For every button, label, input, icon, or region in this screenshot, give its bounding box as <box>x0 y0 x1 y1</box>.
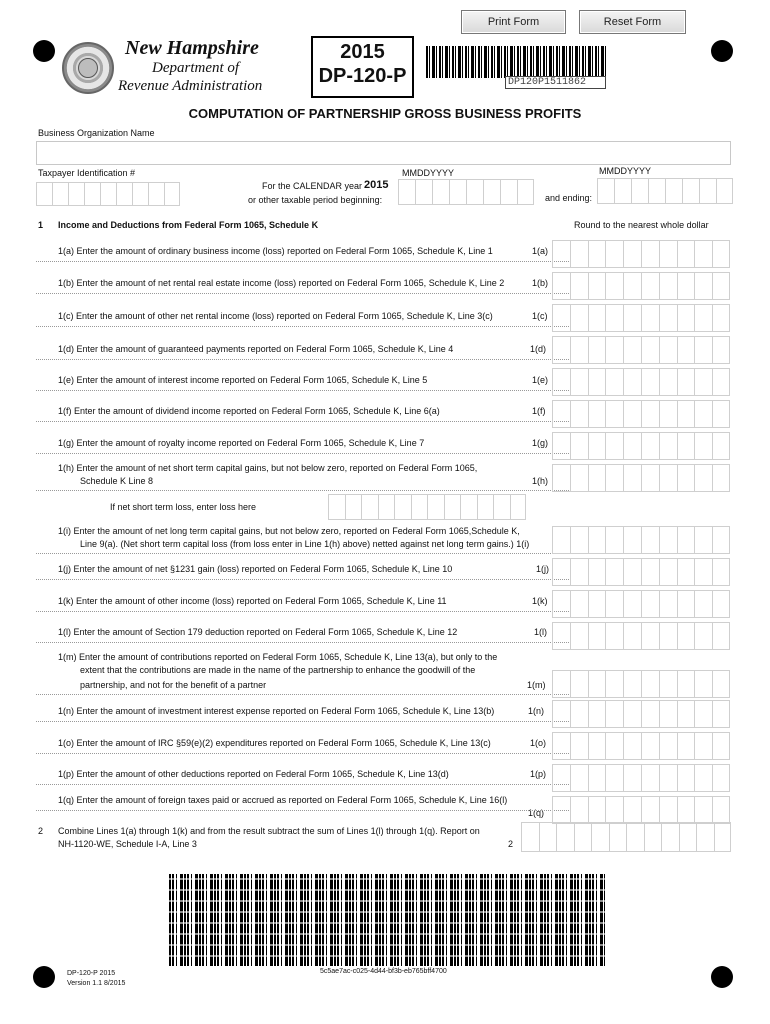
line-2-ref: 1(b) <box>532 278 549 288</box>
line-1-text: 1(a) Enter the amount of ordinary business income (loss) reported on Federal Form 1065, Schedule K, Line 1 <box>58 246 493 256</box>
short-loss-label: If net short term loss, enter loss here <box>110 502 257 512</box>
registration-dot <box>33 40 55 62</box>
calendar-year-label: For the CALENDAR year <box>262 181 363 191</box>
line-separator <box>36 553 569 554</box>
line-17-ref: 1(q) <box>528 808 545 818</box>
line-15-text: 1(o) Enter the amount of IRC §59(e)(2) expenditures reported on Federal Form 1065, Schedule K, Line 13(c) <box>58 738 491 748</box>
line-separator <box>36 421 569 422</box>
line-separator <box>36 261 569 262</box>
footer-form-id: DP-120-P 2015 <box>67 970 116 977</box>
line-9-text: 1(i) Enter the amount of net long term capital gains, but not below zero, reported on Federal Form 1065,Schedule K, <box>58 526 520 536</box>
line-11-amount-input[interactable] <box>552 590 730 618</box>
line-12-text: 1(l) Enter the amount of Section 179 deduction reported on Federal Form 1065, Schedule K, Line 12 <box>58 627 458 637</box>
line-3-ref: 1(c) <box>532 311 548 321</box>
line-2-text: 1(b) Enter the amount of net rental real estate income (loss) reported on Federal Form 1065, Schedule K, Line 2 <box>58 278 505 288</box>
registration-dot <box>33 966 55 988</box>
line-13-text3: partnership, and not for the benefit of a partner <box>80 680 267 690</box>
line-13-amount-input[interactable] <box>552 670 730 698</box>
line-separator <box>36 642 569 643</box>
line-17-text: 1(q) Enter the amount of foreign taxes paid or accrued as reported on Federal Form 1065, Schedule K, Line 16(l) <box>58 795 508 805</box>
line-8-text: 1(h) Enter the amount of net short term capital gains, but not below zero, reported on Federal Form 1065, <box>58 463 478 473</box>
line-9-text2: Line 9(a). (Net short term capital loss (from loss enter in Line 1(h) above) netted against net long term gains.) 1(i) <box>80 539 530 549</box>
line-6-ref: 1(f) <box>532 406 546 416</box>
line-4-ref: 1(d) <box>530 344 547 354</box>
begin-date-format: MMDDYYYY <box>402 168 455 178</box>
section1-heading: Income and Deductions from Federal Form 1065, Schedule K <box>58 220 319 230</box>
2d-barcode-icon <box>169 874 605 966</box>
tin-input[interactable] <box>36 182 180 206</box>
line-7-ref: 1(g) <box>532 438 549 448</box>
line-3-text: 1(c) Enter the amount of other net rental income (loss) reported on Federal Form 1065, Schedule K, Line 3(c) <box>58 311 493 321</box>
line-4-text: 1(d) Enter the amount of guaranteed payments reported on Federal Form 1065, Schedule K, Line 4 <box>58 344 454 354</box>
line-16-amount-input[interactable] <box>552 764 730 792</box>
line-separator <box>36 611 569 612</box>
org-name-input[interactable] <box>36 141 731 165</box>
line-10-ref: 1(j) <box>536 564 549 574</box>
line-5-ref: 1(e) <box>532 375 549 385</box>
org-name-label: Business Organization Name <box>38 128 155 138</box>
form-year: 2015 <box>340 41 385 63</box>
line2-ref: 2 <box>508 839 514 849</box>
barcode-number: DP120P1511862 <box>505 76 606 89</box>
line2-text2: NH-1120-WE, Schedule I-A, Line 3 <box>58 839 197 849</box>
line-15-ref: 1(o) <box>530 738 547 748</box>
line-separator <box>36 490 569 491</box>
line-separator <box>36 694 569 695</box>
registration-dot <box>711 40 733 62</box>
line-12-ref: 1(l) <box>534 627 547 637</box>
line-13-ref: 1(m) <box>527 680 546 690</box>
line-16-ref: 1(p) <box>530 769 547 779</box>
line-3-amount-input[interactable] <box>552 304 730 332</box>
line-8-amount-input[interactable] <box>552 464 730 492</box>
registration-dot <box>711 966 733 988</box>
line-9-amount-input[interactable] <box>552 526 730 554</box>
and-ending-label: and ending: <box>545 193 593 203</box>
line-6-text: 1(f) Enter the amount of dividend income reported on Federal Form 1065, Schedule K, Line 6(a) <box>58 406 440 416</box>
line-1-ref: 1(a) <box>532 246 549 256</box>
line-8-ref: 1(h) <box>532 476 549 486</box>
line-5-amount-input[interactable] <box>552 368 730 396</box>
line-separator <box>36 753 569 754</box>
line-2-amount-input[interactable] <box>552 272 730 300</box>
line-separator <box>36 326 569 327</box>
state-seal-icon <box>62 42 114 94</box>
line-10-amount-input[interactable] <box>552 558 730 586</box>
short-loss-input[interactable] <box>328 494 526 520</box>
footer-version: Version 1.1 8/2015 <box>67 980 126 987</box>
end-date-format: MMDDYYYY <box>599 166 652 176</box>
line-4-amount-input[interactable] <box>552 336 730 364</box>
department-line2: Revenue Administration <box>118 78 263 94</box>
tin-label: Taxpayer Identification # <box>38 168 136 178</box>
line-separator <box>36 721 569 722</box>
line-13-text: 1(m) Enter the amount of contributions reported on Federal Form 1065, Schedule K, Line 13(a), but only to the <box>58 652 498 662</box>
barcode-icon <box>426 46 606 78</box>
line-7-text: 1(g) Enter the amount of royalty income reported on Federal Form 1065, Schedule K, Line 7 <box>58 438 425 448</box>
line-5-text: 1(e) Enter the amount of interest income reported on Federal Form 1065, Schedule K, Line 5 <box>58 375 428 385</box>
page-title: COMPUTATION OF PARTNERSHIP GROSS BUSINESS PROFITS <box>188 106 582 121</box>
line-separator <box>36 390 569 391</box>
section1-number: 1 <box>38 220 44 230</box>
round-note: Round to the nearest whole dollar <box>574 220 709 230</box>
state-name: New Hampshire <box>125 37 259 59</box>
line-14-ref: 1(n) <box>528 706 545 716</box>
line-13-text2: extent that the contributions are made in the name of the partnership to enhance the goodwill of the <box>80 665 476 675</box>
line-17-amount-input[interactable] <box>552 796 730 824</box>
line-14-text: 1(n) Enter the amount of investment interest expense reported on Federal Form 1065, Schedule K, Line 13(b) <box>58 706 495 716</box>
line-6-amount-input[interactable] <box>552 400 730 428</box>
line-separator <box>36 579 569 580</box>
line-11-text: 1(k) Enter the amount of other income (loss) reported on Federal Form 1065, Schedule K, Line 11 <box>58 596 447 606</box>
line2-text1: Combine Lines 1(a) through 1(k) and from the result subtract the sum of Lines 1(l) through 1(q). Report on <box>58 826 480 836</box>
reset-form-button[interactable]: Reset Form <box>579 10 686 34</box>
calendar-year-value: 2015 <box>364 179 389 191</box>
end-date-input[interactable] <box>597 178 733 204</box>
begin-date-input[interactable] <box>398 179 534 205</box>
department-line1: Department of <box>152 60 240 76</box>
line-7-amount-input[interactable] <box>552 432 730 460</box>
line-11-ref: 1(k) <box>532 596 548 606</box>
print-form-button[interactable]: Print Form <box>461 10 566 34</box>
line-12-amount-input[interactable] <box>552 622 730 650</box>
line-10-text: 1(j) Enter the amount of net §1231 gain (loss) reported on Federal Form 1065, Schedule K, Line 10 <box>58 564 453 574</box>
line-separator <box>36 359 569 360</box>
line-separator <box>36 784 569 785</box>
line2-input[interactable] <box>521 822 731 852</box>
form-year-box <box>311 36 414 98</box>
line-14-amount-input[interactable] <box>552 700 730 728</box>
line-separator <box>36 453 569 454</box>
line-8-text2: Schedule K Line 8 <box>80 476 154 486</box>
form-guid: 5c5ae7ac-c025-4d44-bf3b-eb765bff4700 <box>320 968 447 975</box>
form-id: DP-120-P <box>318 65 407 87</box>
line2-number: 2 <box>38 826 44 836</box>
line-15-amount-input[interactable] <box>552 732 730 760</box>
line-16-text: 1(p) Enter the amount of other deductions reported on Federal Form 1065, Schedule K, Line 13(d) <box>58 769 449 779</box>
line-separator <box>36 810 569 811</box>
line-1-amount-input[interactable] <box>552 240 730 268</box>
line-separator <box>36 293 569 294</box>
other-period-label: or other taxable period beginning: <box>248 195 383 205</box>
